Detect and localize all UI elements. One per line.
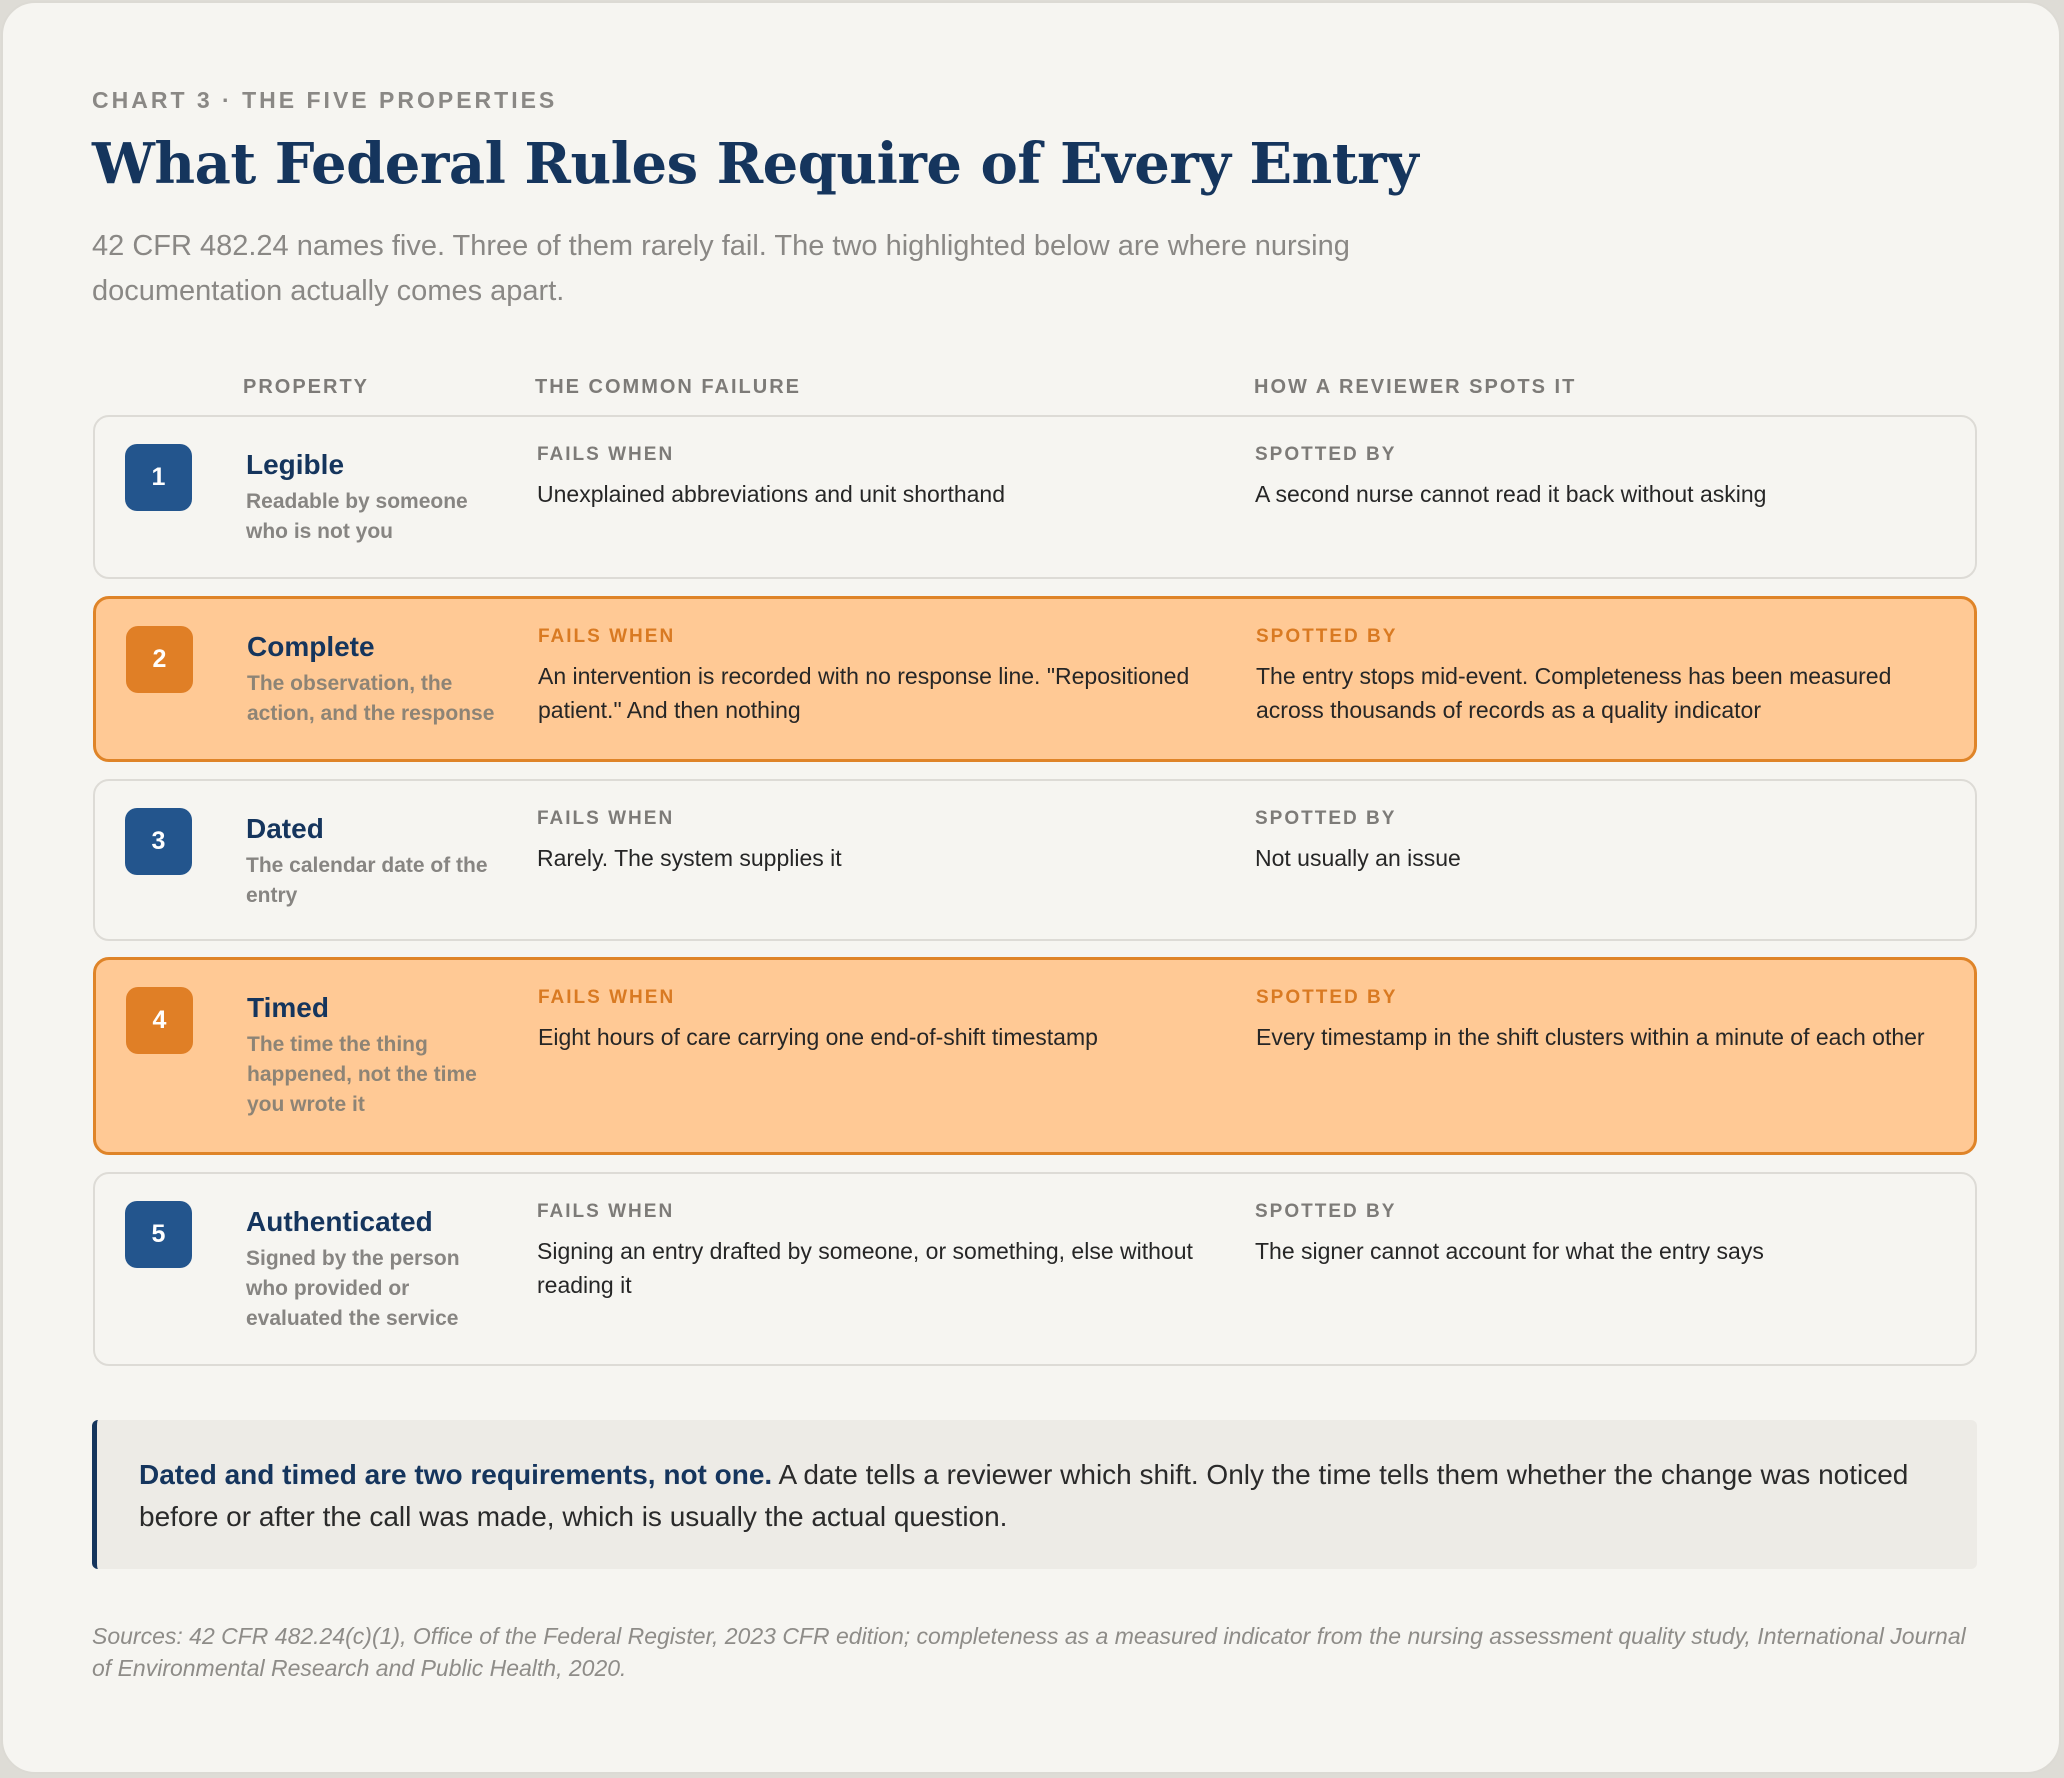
- callout-note-body: A date tells a reviewer which shift. Only the time tells them whether the change was noticed before or after the call was made, which is usually the actual question.: [139, 1459, 1909, 1532]
- fails-when-text: Rarely. The system supplies it: [537, 845, 842, 871]
- fails-when-label: FAILS WHEN: [538, 987, 676, 1008]
- column-header-failure: THE COMMON FAILURE: [535, 376, 801, 398]
- property-description: The observation, the action, and the response: [247, 672, 495, 725]
- property-name: Dated: [246, 813, 324, 844]
- property-name: Authenticated: [246, 1206, 433, 1237]
- property-number-badge: 1: [125, 444, 192, 511]
- page-title: What Federal Rules Require of Every Entry: [92, 131, 1419, 197]
- property-description: Readable by someone who is not you: [246, 490, 468, 543]
- property-name: Timed: [247, 992, 329, 1023]
- property-row-dated: [93, 779, 1977, 941]
- fails-when-label: FAILS WHEN: [538, 626, 676, 647]
- property-description: Signed by the person who provided or evaluated the service: [246, 1247, 460, 1330]
- property-row-legible: [93, 415, 1977, 579]
- property-description: The calendar date of the entry: [246, 854, 488, 907]
- spotted-by-label: SPOTTED BY: [1255, 808, 1397, 829]
- fails-when-text: Unexplained abbreviations and unit shorthand: [537, 481, 1005, 507]
- property-row-timed: [93, 957, 1977, 1155]
- callout-note: [92, 1420, 1977, 1569]
- property-row-complete: [93, 596, 1977, 762]
- fails-when-label: FAILS WHEN: [537, 444, 675, 465]
- property-row-authenticated: [93, 1172, 1977, 1366]
- fails-when-text: Signing an entry drafted by someone, or something, else without reading it: [537, 1238, 1193, 1298]
- property-number-badge: 3: [125, 808, 192, 875]
- spotted-by-text: A second nurse cannot read it back without asking: [1255, 481, 1767, 507]
- spotted-by-label: SPOTTED BY: [1256, 987, 1398, 1008]
- spotted-by-text: The signer cannot account for what the entry says: [1255, 1238, 1764, 1264]
- property-name: Legible: [246, 449, 345, 480]
- column-header-property: PROPERTY: [243, 376, 370, 398]
- spotted-by-text: Every timestamp in the shift clusters within a minute of each other: [1256, 1024, 1925, 1050]
- property-number-badge: 5: [125, 1201, 192, 1268]
- spotted-by-text: Not usually an issue: [1255, 845, 1461, 871]
- fails-when-label: FAILS WHEN: [537, 1201, 675, 1222]
- property-number-badge: 2: [126, 626, 193, 693]
- spotted-by-label: SPOTTED BY: [1256, 626, 1398, 647]
- fails-when-text: An intervention is recorded with no response line. "Repositioned patient." And then nothing: [538, 663, 1190, 723]
- property-description: The time the thing happened, not the time you wrote it: [247, 1033, 477, 1116]
- chart-eyebrow: CHART 3 · THE FIVE PROPERTIES: [92, 87, 558, 113]
- chart-card: [1, 1, 2061, 1774]
- fails-when-label: FAILS WHEN: [537, 808, 675, 829]
- fails-when-text: Eight hours of care carrying one end-of-shift timestamp: [538, 1024, 1098, 1050]
- property-name: Complete: [247, 631, 375, 662]
- column-header-spotting: HOW A REVIEWER SPOTS IT: [1254, 376, 1577, 398]
- spotted-by-label: SPOTTED BY: [1255, 1201, 1397, 1222]
- spotted-by-label: SPOTTED BY: [1255, 444, 1397, 465]
- callout-note-lead: Dated and timed are two requirements, not one.: [139, 1459, 773, 1490]
- sources-footnote: Sources: 42 CFR 482.24(c)(1), Office of the Federal Register, 2023 CFR edition; completeness as a measured indicator from the nursing assessment quality study, International Journal of Environmental Research and Public Health, 2020.: [92, 1623, 1966, 1681]
- page-subtitle: 42 CFR 482.24 names five. Three of them rarely fail. The two highlighted below are where nursing documentation actually comes apart.: [92, 230, 1350, 307]
- property-number-badge: 4: [126, 987, 193, 1054]
- spotted-by-text: The entry stops mid-event. Completeness has been measured across thousands of records as a quality indicator: [1256, 663, 1892, 723]
